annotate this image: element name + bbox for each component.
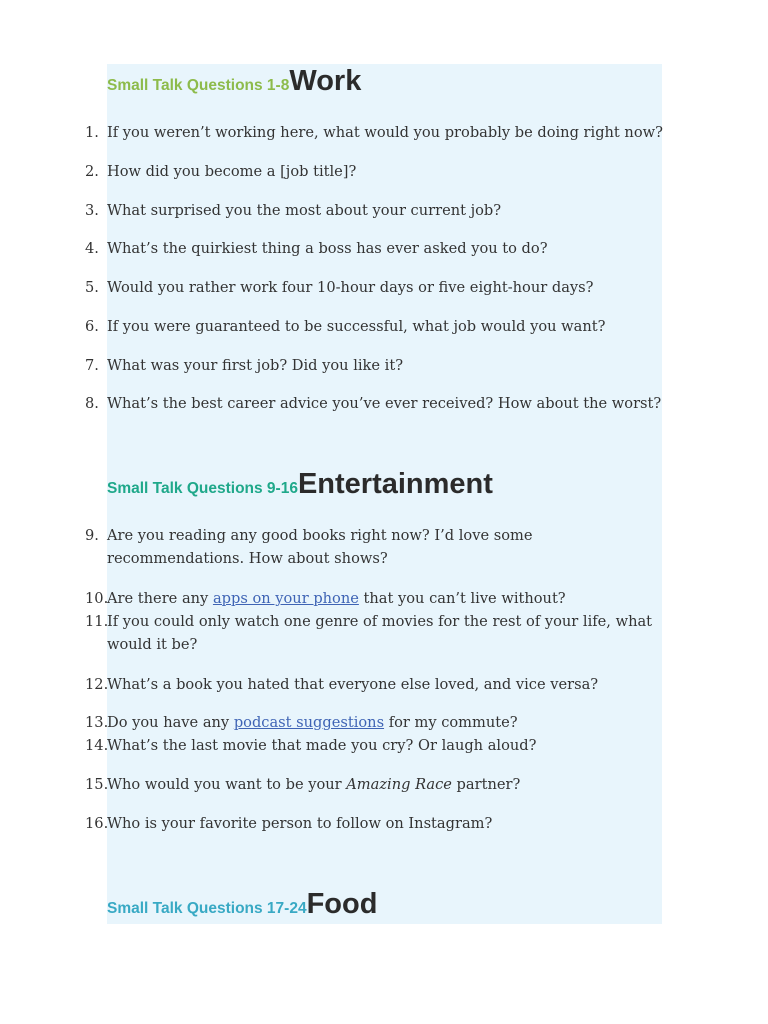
list-item [85,237,665,260]
item-text: Do you have any podcast suggestions for my commute? [107,714,518,731]
list-item [85,734,665,757]
item-text: Who is your favorite person to follow on Instagram? [107,815,493,832]
item-text: Are there any apps on your phone that you can’t live without? [107,590,566,607]
item-text: What surprised you the most about your current job? [107,202,502,219]
list-item [85,354,665,377]
item-number: 2. [85,163,99,180]
item-text: Would you rather work four 10-hour days or five eight-hour days? [107,279,594,296]
section-heading-work [107,65,361,98]
list-item [85,199,665,222]
item-number: 9. [85,527,99,544]
item-text: If you weren’t working here, what would you probably be doing right now? [107,124,663,141]
item-text: What was your first job? Did you like it? [107,357,404,374]
item-number: 5. [85,279,99,296]
section-label: Small Talk Questions 17-24 [107,900,307,917]
list-item [85,812,665,835]
list-item [85,160,665,183]
list-item [85,610,665,656]
item-text: How did you become a [job title]? [107,163,357,180]
item-text: If you were guaranteed to be successful, what job would you want? [107,318,606,335]
section-title: Food [306,888,378,920]
podcast-link[interactable]: podcast suggestions [233,714,385,731]
apps-link[interactable]: apps on your phone [212,590,359,607]
item-text: What’s the last movie that made you cry? Or laugh aloud? [107,737,537,754]
item-number: 3. [85,202,99,219]
section-title: Work [289,65,362,97]
item-text: Who would you want to be your Amazing Race partner? [107,776,521,793]
list-item [85,773,665,796]
item-number: 8. [85,395,99,412]
list-item [85,524,665,570]
item-number: 16. [85,815,109,832]
item-number: 4. [85,240,99,257]
item-number: 7. [85,357,99,374]
section-heading-food [107,888,377,921]
section-title: Entertainment [297,468,493,500]
list-item [85,392,665,415]
item-number: 14. [85,737,109,754]
item-text: Are you reading any good books right now? I’d love some recommendations. How about shows? [107,527,533,567]
item-text: If you could only watch one genre of movies for the rest of your life, what would it be? [107,613,653,653]
list-item [85,711,665,734]
list-item [85,121,665,144]
list-item [85,276,665,299]
item-text: What’s the quirkiest thing a boss has ever asked you to do? [107,240,548,257]
item-number: 15. [85,776,109,793]
list-item [85,315,665,338]
item-number: 10. [85,590,109,607]
section-label: Small Talk Questions 1-8 [107,77,290,94]
item-number: 1. [85,124,99,141]
item-number: 13. [85,714,109,731]
item-text: What’s a book you hated that everyone else loved, and vice versa? [107,676,599,693]
show-title: Amazing Race [346,776,452,793]
item-number: 6. [85,318,99,335]
item-text: What’s the best career advice you’ve ever received? How about the worst? [107,395,662,412]
list-item [85,587,665,610]
item-number: 12. [85,676,109,693]
section-heading-entertainment [107,468,493,501]
item-number: 11. [85,613,109,630]
list-item [85,673,665,696]
section-label: Small Talk Questions 9-16 [107,480,298,497]
